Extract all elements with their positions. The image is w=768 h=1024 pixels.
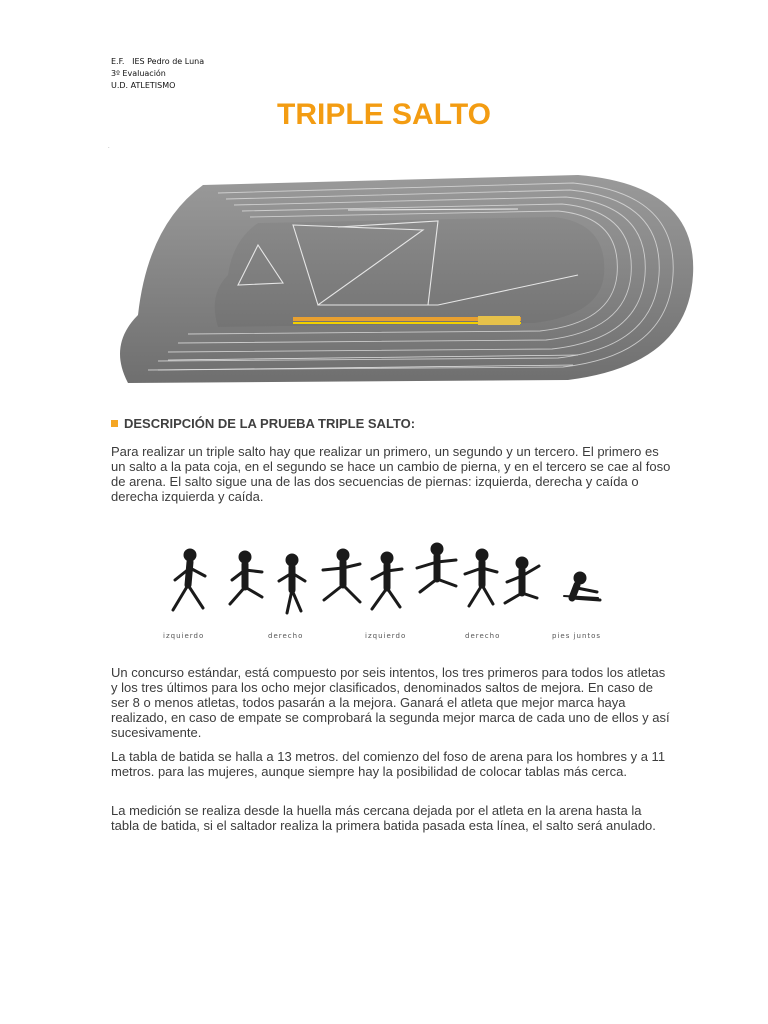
- figure-label-3: izquierdo: [365, 632, 407, 640]
- paragraph-description: Para realizar un triple salto hay que realizar un primero, un segundo y un tercero. El primero es un salto a la pata coja, en el segundo se hace un cambio de pierna, y en el tercero se cae al foso de arena. El salto sigue una de las dos secuencias de piernas: izquierda, derecha y caída o derecha izquierda y caída.: [111, 444, 671, 504]
- paragraph-board: La tabla de batida se halla a 13 metros. del comienzo del foso de arena para los hombres y a 11 metros. para las mujeres, aunque siempre hay la posibilidad de colocar tablas más cerca.: [111, 749, 666, 779]
- figure-label-2: derecho: [268, 632, 304, 640]
- header-line-unit: U.D. ATLETISMO: [111, 81, 176, 90]
- bullet-square-icon: [111, 420, 118, 427]
- document-header: [111, 56, 204, 92]
- header-line-evaluation: 3º Evaluación: [111, 69, 166, 78]
- stadium-illustration: [108, 165, 698, 383]
- paragraph-competition: Un concurso estándar, está compuesto por seis intentos, los tres primeros para todos los atletas y los tres últimos para los ocho mejor clasificados, denominados saltos de mejora. En caso de ser 8 o menos atletas, todos pasarán a la mejora. Ganará el atleta que mejor marca haya realizado, en caso de empate se comprobará la segunda mejor marca de cada uno de ellos y así sucesivamente.: [111, 665, 670, 740]
- paragraph-measurement: La medición se realiza desde la huella más cercana dejada por el atleta en la arena hasta la tabla de batida, si el saltador realiza la primera batida pasada esta línea, el salto será anulado.: [111, 803, 656, 833]
- figure-label-4: derecho: [465, 632, 501, 640]
- figure-label-5: pies juntos: [552, 632, 602, 640]
- figure-label-1: izquierdo: [163, 632, 205, 640]
- page-title: TRIPLE SALTO: [277, 98, 491, 131]
- stray-dot: .: [108, 144, 110, 150]
- section-heading: [111, 416, 415, 431]
- section-heading-text: DESCRIPCIÓN DE LA PRUEBA TRIPLE SALTO:: [124, 416, 416, 431]
- header-line-school: E.F. IES Pedro de Luna: [111, 57, 205, 66]
